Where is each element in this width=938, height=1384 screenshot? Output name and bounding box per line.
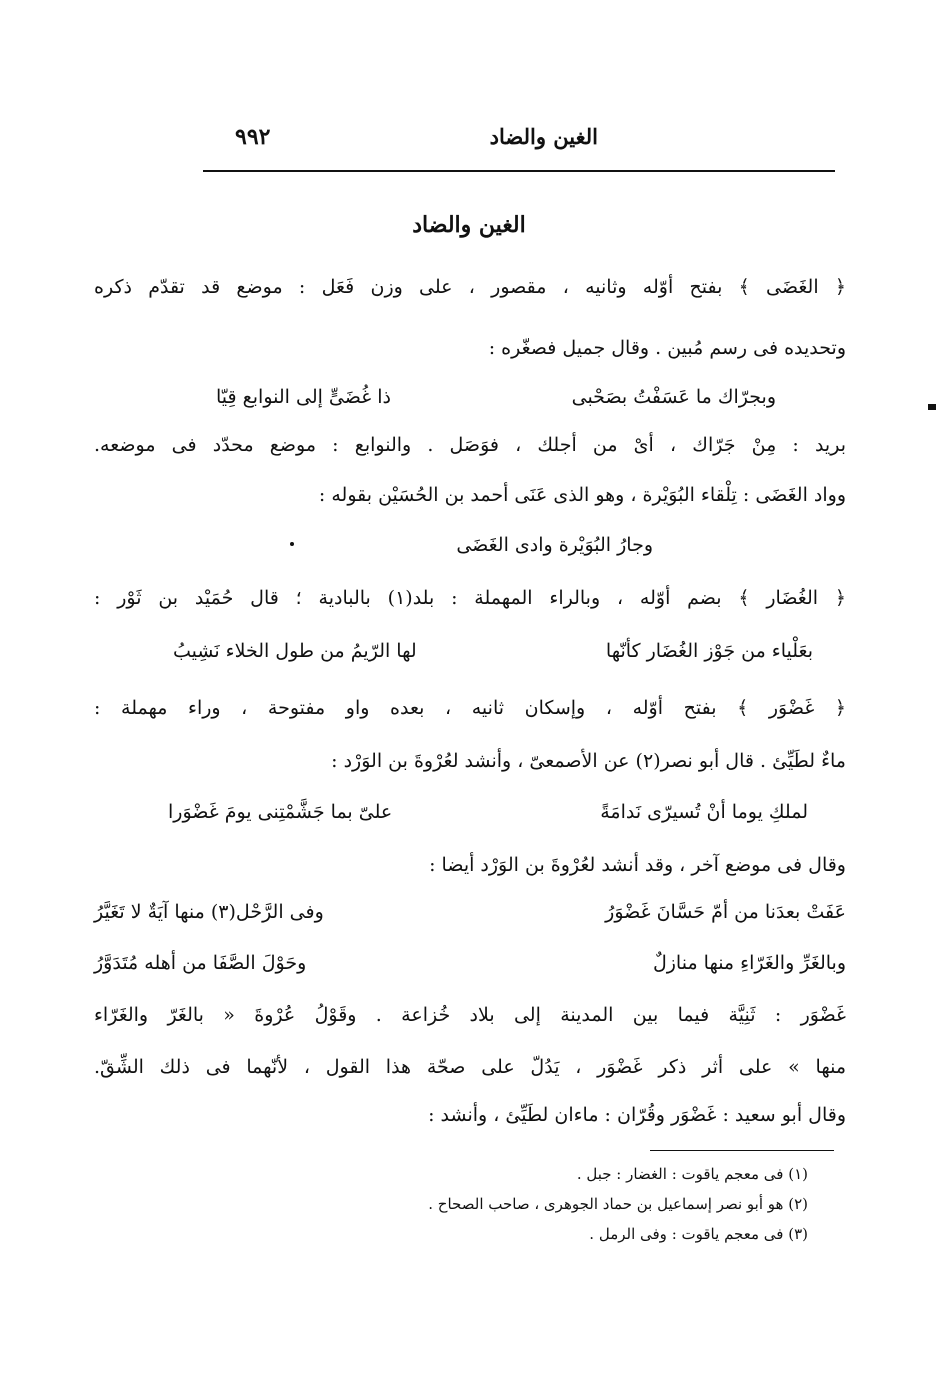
header-rule [203, 170, 835, 172]
verse-hemistich: عَفَتْ بعدَنا من أمّ حَسَّانَ غَضْوَرُ [605, 901, 846, 923]
running-title: الغين والضاد [489, 124, 598, 149]
text-line: بريد : مِنْ جَرّاك ، أىْ من أجلك ، فوَصَل . والنوابع : موضع محدّد فى موضعه. [94, 434, 846, 456]
margin-mark [928, 404, 936, 410]
verse-hemistich: لها الرّيمُ من طول الخلاء نَشِيبُ [173, 640, 417, 662]
text-line: وتحديده فى رسم مُبين . وقال جميل فصغّره : [488, 337, 846, 359]
verse-hemistich: وحَوْلَ الصَّفَا من أهله مُتَدَوَّرُ [94, 952, 307, 974]
verse-hemistich: وجارُ البُوَيْرة وادى الغَضَى [456, 534, 653, 556]
text-line: ﴿ الغَضَى ﴾ بفتح أوّله وثانيه ، مقصور ، على وزن فَعَل : موضع قد تقدّم ذكره [94, 276, 846, 298]
text-line: ماءٌ لطَيِّئ . قال أبو نصر(٢) عن الأصمعىّ ، وأنشد لعُرْوةَ بن الوَرْد : [331, 750, 846, 772]
text-line: وواد الغَضَى : تِلْقاء البُوَيْرة ، وهو الذى عَنَى أحمد بن الحُسَيْن بقوله : [318, 484, 846, 506]
text-line: منها » على أثر ذكر غَضْوَر ، يَدُلّ على صحّة هذا القول ، لأنّهما فى ذلك الشِّقّ. [94, 1056, 846, 1078]
running-head [205, 122, 833, 162]
text-line: وقال أبو سعيد : غَضْوَر وقُرّان : ماءان لطَيِّئ ، وأنشد : [428, 1104, 846, 1126]
page-number: ٩٩٢ [235, 124, 271, 150]
verse-hemistich: وبالغَرِّ والغَرّاءِ منها منازلٌ [652, 952, 846, 974]
text-line: ﴿ غَضْوَر ﴾ بفتح أوّله ، وإسكان ثانيه ، بعده واو مفتوحة ، وراء مهملة : [94, 697, 846, 719]
text-line: وقال فى موضع آخر ، وقد أنشد لعُرْوةَ بن الوَرْد أيضا : [429, 854, 846, 876]
verse-hemistich: وبجرّاك ما عَسَفْتُ بصَحْبى [571, 386, 776, 408]
text-line: غَضْوَر : ثَنِيَّة فيما بين المدينة إلى بلاد خُزاعة . وقَوْلُ عُرْوةَ « بالغَرّ والغَرّاء [94, 1004, 846, 1026]
section-title: الغين والضاد [412, 212, 526, 238]
footnote: (٣) فى معجم ياقوت : وفى الرمل . [589, 1225, 808, 1243]
verse-hemistich: لملكِ يوما أنْ تُسيرّى نَدامَةً [600, 801, 808, 823]
verse-hemistich: علىّ بما جَشَّمْتِنى يومَ غَضْوَرا [168, 801, 393, 823]
stray-mark [290, 542, 294, 546]
verse-hemistich: بعَلْياء من جَوْز الغُضَار كأنّها [605, 640, 813, 662]
verse-hemistich: وفى الرَّحْل(٣) منها آيَةٌ لا تَغَيَّرُ [94, 901, 324, 923]
footnote-rule [650, 1150, 834, 1151]
footnote: (١) فى معجم ياقوت : الغضار : جبل . [576, 1165, 808, 1183]
footnote: (٢) هو أبو نصر إسماعيل بن حماد الجوهرى ، صاحب الصحاح . [428, 1195, 808, 1213]
verse-hemistich: ذا غُضَىٍّ إلى النوابع قِيّا [216, 386, 391, 408]
text-line: ﴿ الغُضَار ﴾ بضم أوّله ، وبالراء المهملة : بلد(١) بالبادية ؛ قال حُمَيْد بن ثَوْر : [94, 587, 846, 609]
